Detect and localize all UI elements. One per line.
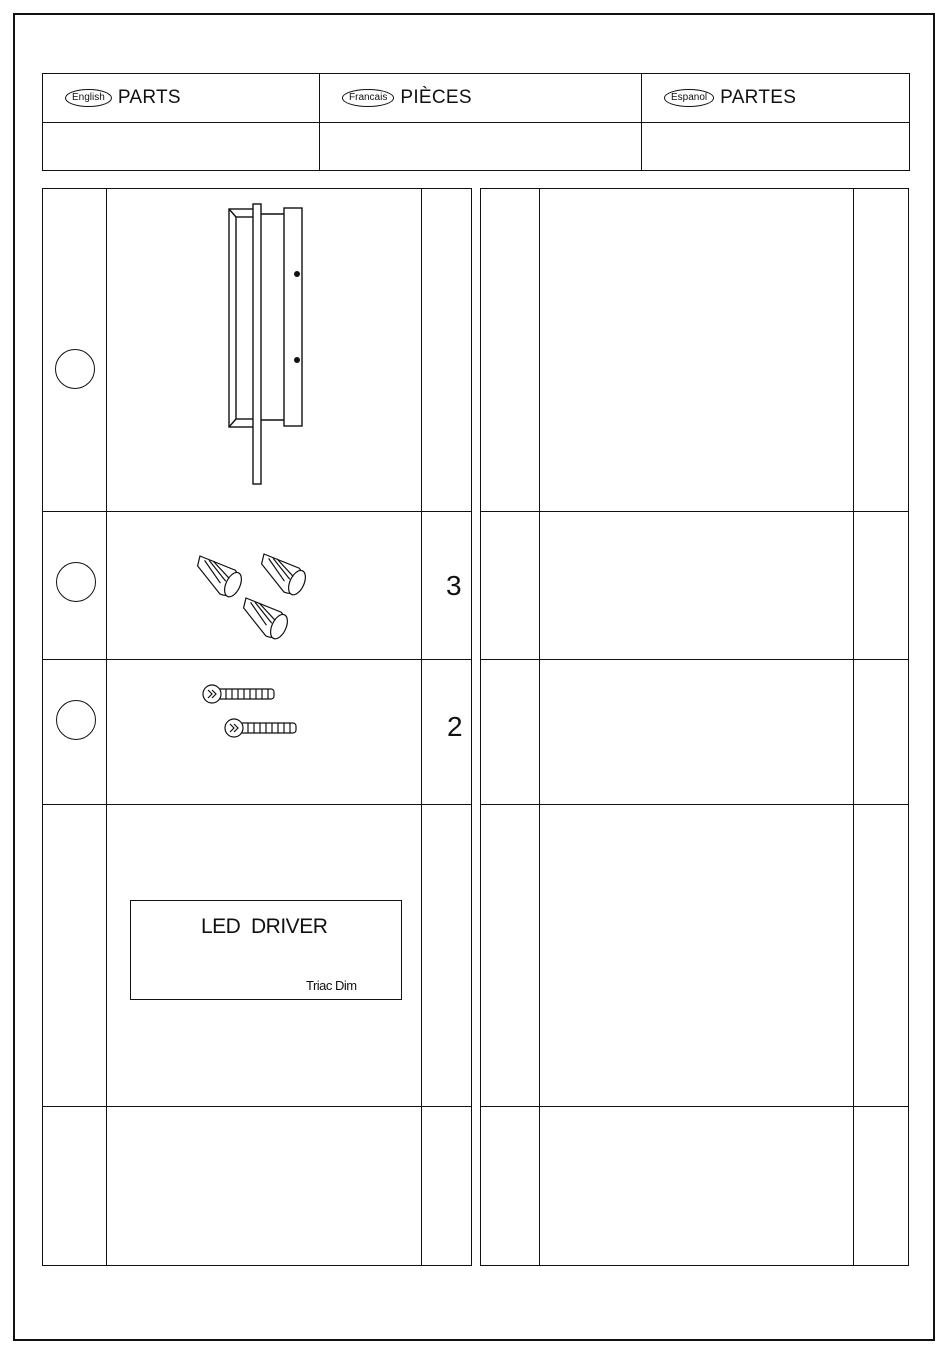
row-divider <box>481 1106 908 1107</box>
part-c-quantity: 2 <box>447 711 463 742</box>
led-driver-label <box>130 900 402 1000</box>
screw-icon <box>200 682 300 742</box>
parts-header-table <box>42 73 910 171</box>
part-circle-b <box>56 562 96 602</box>
row-divider <box>481 804 908 805</box>
header-english <box>43 74 320 122</box>
header-espanol <box>642 74 909 122</box>
header-cell-francais-empty <box>320 122 642 170</box>
led-driver-title: LED DRIVER <box>201 915 328 938</box>
part-circle-c <box>56 700 96 740</box>
row-divider <box>481 511 908 512</box>
led-driver-subtitle: Triac Dim <box>306 978 357 993</box>
header-cell-english-empty <box>43 122 320 170</box>
part-circle-a <box>55 349 95 389</box>
row-divider <box>43 1106 471 1107</box>
row-divider <box>481 659 908 660</box>
espanol-badge: Espanol <box>664 89 714 107</box>
english-badge: English <box>65 89 112 107</box>
wire-nut-icon <box>190 548 320 648</box>
col-divider <box>421 189 422 1265</box>
header-francais <box>320 74 642 122</box>
header-title-english: PARTS <box>117 87 181 108</box>
header-cell-espanol-empty <box>642 122 909 170</box>
parts-table-right <box>480 188 909 1266</box>
row-divider <box>43 659 471 660</box>
col-divider <box>106 189 107 1265</box>
col-divider <box>853 189 854 1265</box>
row-divider <box>43 511 471 512</box>
part-b-quantity: 3 <box>446 570 462 601</box>
header-title-francais: PIÈCES <box>400 87 472 108</box>
francais-badge: Francais <box>342 89 394 107</box>
col-divider <box>539 189 540 1265</box>
header-title-espanol: PARTES <box>720 87 797 108</box>
row-divider <box>43 804 471 805</box>
wall-fixture-icon <box>220 200 320 490</box>
